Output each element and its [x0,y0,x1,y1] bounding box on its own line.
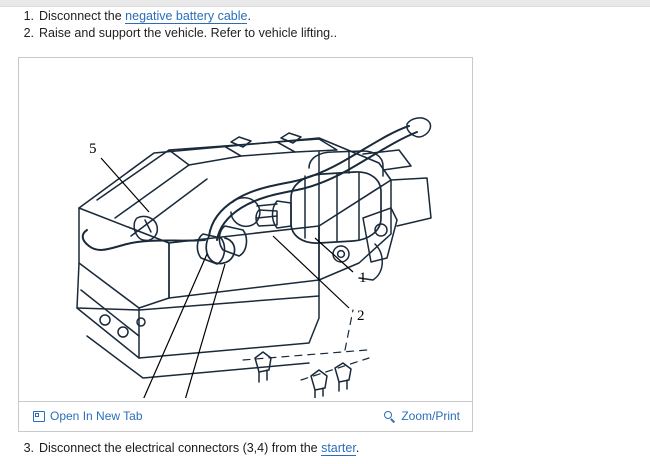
instruction-step-bottom [18,440,618,457]
figure-footer [19,401,472,431]
open-in-new-tab-icon [33,411,45,422]
instruction-steps-top [18,8,618,42]
step-item [18,8,618,25]
callout-2: 2 [357,308,365,324]
negative-battery-cable-link[interactable]: negative battery cable [125,9,248,23]
step-text-before: Raise and support the vehicle. Refer to vehicle lifting.. [39,26,338,40]
zoom-print-button[interactable] [384,409,460,424]
figure-panel [18,57,473,432]
step-number: 2. [23,26,34,40]
step-item [18,25,618,42]
callout-5: 5 [89,141,97,157]
step-text-after: . [355,441,360,455]
step-text-before: Disconnect the electrical connectors (3,4) from the [39,441,322,455]
open-in-new-tab-button[interactable] [33,409,143,424]
figure-diagram [19,58,472,398]
zoom-print-label: Zoom/Print [401,409,460,423]
starter-link[interactable]: starter [321,441,356,455]
step-number: 1. [23,9,34,23]
open-in-new-tab-label: Open In New Tab [50,409,143,423]
magnifier-icon [384,411,396,423]
window-top-strip [0,0,650,7]
step-number: 3. [23,441,34,455]
step-text-before: Disconnect the [39,9,126,23]
callout-1: 1 [359,270,367,286]
step-text-after: . [247,9,251,23]
